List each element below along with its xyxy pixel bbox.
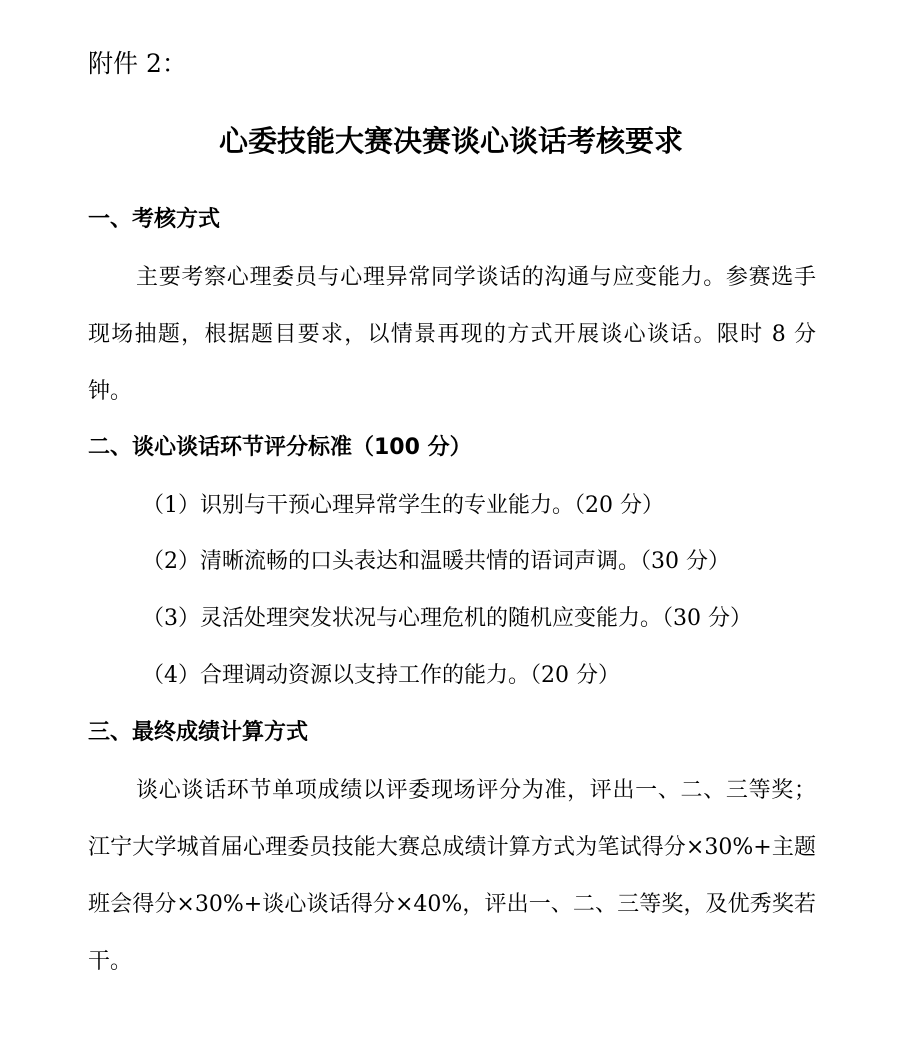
attachment-label: 附件 2： bbox=[88, 49, 187, 78]
section-heading-assessment-method: 一、考核方式 bbox=[88, 207, 221, 232]
section-heading-scoring-criteria: 二、谈心谈话环节评分标准（100 分） bbox=[88, 435, 472, 460]
scoring-item-1: （1）识别与干预心理异常学生的专业能力。（20 分） bbox=[142, 493, 664, 518]
section-paragraph-final-score: 谈心谈话环节单项成绩以评委现场评分为准，评出一、二、三等奖；江宁大学城首届心理委员技能大赛总成绩计算方式为笔试得分×30%+主题班会得分×30%+谈心谈话得分×40%，评出一、二、三等奖，及优秀奖若干。 bbox=[88, 778, 816, 974]
section-heading-final-score: 三、最终成绩计算方式 bbox=[88, 720, 309, 745]
scoring-item-4: （4）合理调动资源以支持工作的能力。（20 分） bbox=[142, 663, 620, 688]
scoring-item-2: （2）清晰流畅的口头表达和温暖共情的语词声调。（30 分） bbox=[142, 549, 730, 574]
document-title: 心委技能大赛决赛谈心谈话考核要求 bbox=[218, 124, 683, 158]
section-paragraph-assessment-method: 主要考察心理委员与心理异常同学谈话的沟通与应变能力。参赛选手现场抽题，根据题目要求，以情景再现的方式开展谈心谈话。限时 8 分钟。 bbox=[88, 265, 816, 404]
scoring-item-3: （3）灵活处理突发状况与心理危机的随机应变能力。（30 分） bbox=[142, 606, 752, 631]
